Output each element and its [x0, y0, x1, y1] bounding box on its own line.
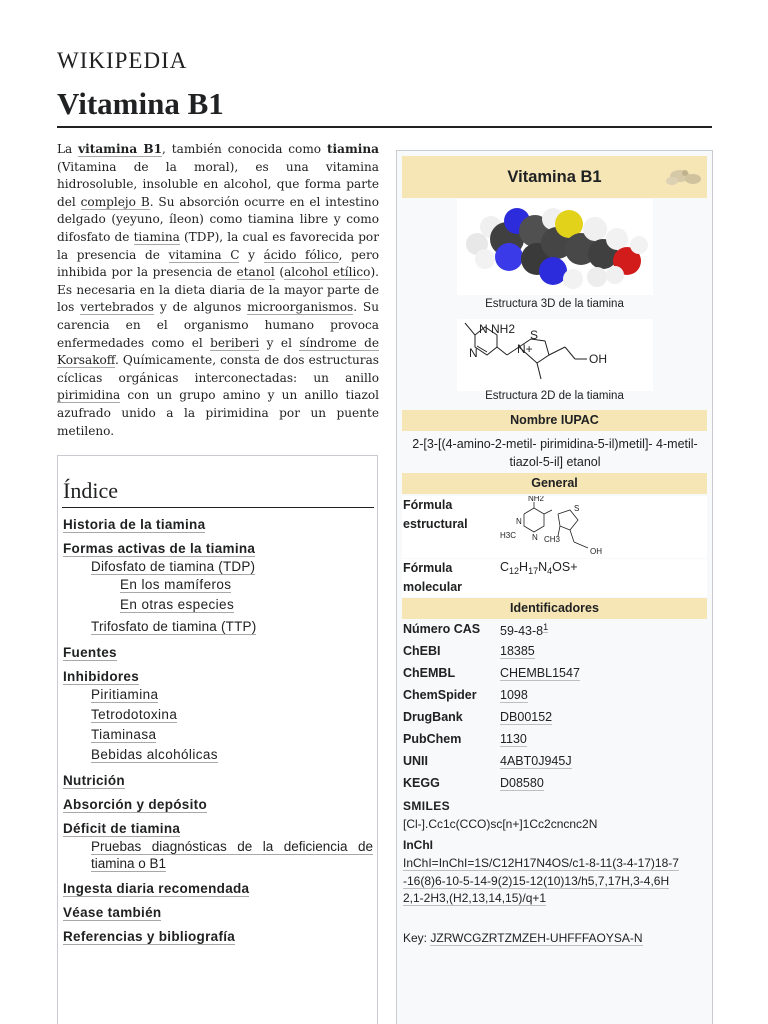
- atom-label: N: [532, 533, 538, 542]
- id-value-chembl: [500, 666, 580, 680]
- inchi-link[interactable]: InChI=InChI=1S/C12H17N4OS/c1-8-11(3-4-17)18-7-16(8)6-10-5-14-9(2)15-12(10)13/h5,7,17H,3-4,6H2,1-2H3,(H2,13,14,15)/q+1: [403, 856, 679, 905]
- structural-formula-image[interactable]: [500, 496, 618, 558]
- title-divider: [57, 126, 712, 128]
- wikipedia-logo[interactable]: WIKIPEDIA: [57, 48, 188, 73]
- general-header: General: [402, 473, 707, 494]
- toc-item-formas-activas[interactable]: [63, 541, 255, 556]
- id-value-drugbank: [500, 710, 552, 724]
- intro-text: La: [57, 142, 79, 156]
- formula-part: 17: [528, 566, 539, 576]
- toc-link[interactable]: Trifosfato de tiamina (TTP): [91, 619, 257, 634]
- intro-text: (Vitamina de la moral), es una vitamina hidrosoluble, insoluble en alcohol, que forma parte del: [57, 159, 379, 209]
- term-tiamina: tiamina: [326, 142, 379, 156]
- intro-text: con un grupo amino y un anillo tiazol azufrado unido a la pirimidina por un puente metileno.: [57, 388, 379, 438]
- id-label-chebi: ChEBI: [403, 644, 441, 658]
- toc-link[interactable]: Véase también: [63, 905, 162, 920]
- link-vertebrados[interactable]: vertebrados: [80, 300, 154, 315]
- intro-text: . Su absorción ocurre en el intestino delgado (yeyuno, íleon) como tiamina libre y como difosfato de: [57, 194, 379, 244]
- toc-link[interactable]: Pruebas diagnósticas de la deficiencia de tiamina o B1: [91, 839, 373, 871]
- toc-item-tetrodotoxina[interactable]: [91, 707, 177, 722]
- id-label-kegg: KEGG: [403, 776, 440, 790]
- formula-molecular-label: Fórmula molecular: [403, 561, 463, 594]
- id-label-drugbank: DrugBank: [403, 710, 463, 724]
- caption-2d: Estructura 2D de la tiamina: [485, 390, 624, 402]
- toc-link[interactable]: Formas activas de la tiamina: [63, 541, 256, 556]
- table-of-contents: [57, 455, 378, 1024]
- atom-label: N+: [517, 342, 533, 356]
- toc-link[interactable]: Bebidas alcohólicas: [91, 747, 218, 762]
- link-vitamina-c[interactable]: vitamina C: [168, 247, 240, 262]
- atom-label: N: [516, 517, 522, 526]
- iupac-value: 2-[3-[(4-amino-2-metil- pirimidina-5-il)metil]- 4-metil-tiazol-5-il] etanol: [412, 437, 698, 469]
- intro-text: ). Es necesaria en la dieta diaria de la mayor parte de los: [57, 265, 380, 315]
- toc-link[interactable]: Déficit de tiamina: [63, 821, 181, 836]
- toc-link[interactable]: Difosfato de tiamina (TDP): [91, 559, 256, 574]
- id-label-cas: Número CAS: [403, 622, 481, 636]
- intro-paragraph: [57, 141, 379, 440]
- atom-label: OH: [590, 547, 602, 556]
- atom-label: N: [469, 346, 478, 360]
- drugbank-link[interactable]: DB00152: [500, 710, 553, 724]
- inchi-key: [403, 930, 703, 948]
- chembl-link[interactable]: CHEMBL1547: [500, 666, 580, 680]
- toc-item-inhibidores[interactable]: [63, 669, 139, 684]
- formula-estructural-label: Fórmula estructural: [403, 498, 468, 531]
- formula-part: C: [500, 560, 510, 574]
- toc-item-vease[interactable]: [63, 905, 161, 920]
- link-pirimidina[interactable]: pirimidina: [57, 388, 121, 403]
- cas-number: 59-43-8: [500, 624, 544, 639]
- link-vitamina-b1[interactable]: vitamina B1: [78, 142, 163, 156]
- intro-text: . Químicamente, consta de dos estructuras cíclicas orgánicas interconectadas: un anillo: [57, 353, 379, 385]
- toc-link[interactable]: Ingesta diaria recomendada: [63, 881, 250, 896]
- id-label-pubchem: PubChem: [403, 732, 462, 746]
- id-label-chembl: ChEMBL: [403, 666, 456, 680]
- intro-text: (: [274, 265, 285, 280]
- iupac-header: Nombre IUPAC: [402, 410, 707, 431]
- toc-item-pruebas[interactable]: [91, 838, 373, 872]
- infobox-title-text: Vitamina B1: [507, 167, 602, 186]
- smiles-label: SMILES: [403, 799, 451, 813]
- toc-item-historia[interactable]: [63, 517, 205, 532]
- link-tiamina[interactable]: tiamina: [133, 229, 180, 244]
- toc-item-ingesta[interactable]: [63, 881, 249, 896]
- link-acido-folico[interactable]: ácido fólico: [263, 247, 339, 262]
- atom-label: N: [479, 322, 488, 336]
- inchi-key-link[interactable]: JZRWCGZRTZMZEH-UHFFFAOYSA-N: [430, 931, 643, 945]
- atom-label: OH: [589, 352, 607, 366]
- toc-item-mamiferos[interactable]: [120, 577, 231, 592]
- toc-item-nutricion[interactable]: [63, 773, 125, 788]
- toc-link[interactable]: Fuentes: [63, 645, 117, 660]
- toc-item-otras-especies[interactable]: [120, 597, 234, 612]
- toc-item-fuentes[interactable]: [63, 645, 117, 660]
- key-label: Key:: [403, 931, 431, 945]
- infobox-title: [402, 156, 707, 198]
- toc-item-bebidas[interactable]: [91, 747, 218, 762]
- formula-part: 12: [509, 566, 520, 576]
- id-value-kegg: [500, 776, 544, 790]
- link-alcohol-etilico[interactable]: alcohol etílico: [284, 265, 371, 280]
- toc-item-referencias[interactable]: [63, 929, 235, 944]
- toc-link[interactable]: Historia de la tiamina: [63, 517, 206, 532]
- toc-item-absorcion[interactable]: [63, 797, 207, 812]
- caption-3d: Estructura 3D de la tiamina: [485, 298, 624, 310]
- atom-label: CH3: [544, 535, 561, 544]
- id-label-unii: UNII: [403, 754, 428, 768]
- cas-reference-link[interactable]: 1: [543, 622, 549, 632]
- chemistry-icon: [663, 166, 705, 188]
- page-title: Vitamina B1: [57, 86, 224, 121]
- inchi-value: [403, 855, 679, 908]
- toc-link[interactable]: Absorción y depósito: [63, 797, 208, 812]
- atom-label: S: [574, 504, 580, 513]
- intro-text: y de algunos: [154, 300, 248, 315]
- toc-link[interactable]: Referencias y bibliografía: [63, 929, 236, 944]
- chemspider-link[interactable]: 1098: [500, 688, 528, 702]
- chebi-link[interactable]: 18385: [500, 644, 535, 658]
- identificadores-header: Identificadores: [402, 598, 707, 619]
- formula-part: N: [538, 560, 548, 574]
- intro-text: y: [239, 247, 264, 262]
- link-microorganismos[interactable]: microorganismos: [247, 300, 354, 315]
- intro-text: (TDP), la cual es favorecida por la presencia de: [57, 229, 379, 262]
- intro-text: , pero inhibida por la presencia de: [57, 247, 380, 280]
- intro-text: , también conocida como: [162, 142, 327, 156]
- toc-link[interactable]: Piritiamina: [91, 687, 159, 702]
- toc-link[interactable]: Inhibidores: [63, 669, 140, 684]
- toc-divider: [62, 507, 374, 508]
- kegg-link[interactable]: D08580: [500, 776, 544, 790]
- id-value-chebi: [500, 644, 535, 658]
- id-value-chemspider: [500, 688, 528, 702]
- toc-item-trifosfato[interactable]: [91, 619, 256, 634]
- atom-label: H3C: [500, 531, 517, 540]
- thiamine-2d-structure-image[interactable]: [457, 319, 653, 391]
- pubchem-link[interactable]: 1130: [500, 732, 527, 746]
- toc-link[interactable]: En los mamíferos: [120, 577, 232, 592]
- link-complejo-b[interactable]: complejo B: [80, 194, 150, 209]
- atom-label: NH2: [528, 496, 545, 503]
- toc-item-tiaminasa[interactable]: [91, 727, 156, 742]
- toc-link[interactable]: Tiaminasa: [91, 727, 157, 742]
- atom-label: S: [530, 328, 539, 342]
- intro-text: y el: [259, 335, 300, 350]
- intro-text: . Su carencia en el organismo humano provoca enfermedades como el: [57, 300, 379, 350]
- unii-link[interactable]: 4ABT0J945J: [500, 754, 572, 768]
- inchi-label: InChI: [403, 838, 433, 852]
- id-label-chemspider: ChemSpider: [403, 688, 477, 702]
- toc-item-difosfato[interactable]: [91, 559, 255, 574]
- id-value-pubchem: [500, 732, 527, 746]
- formula-molecular-value: [500, 560, 578, 576]
- toc-link[interactable]: Tetrodotoxina: [91, 707, 178, 722]
- toc-item-deficit[interactable]: [63, 821, 180, 836]
- atom-label: NH2: [491, 322, 516, 336]
- toc-item-piritiamina[interactable]: [91, 687, 158, 702]
- id-value-cas: [500, 622, 548, 638]
- thiamine-3d-model-image[interactable]: [457, 199, 653, 295]
- infobox: [396, 150, 713, 1024]
- smiles-value: [Cl-].Cc1c(CCO)sc[n+]1Cc2cncnc2N: [403, 817, 598, 831]
- link-beriberi[interactable]: beriberi: [210, 335, 260, 350]
- formula-part: 4: [547, 566, 553, 576]
- link-etanol[interactable]: etanol: [236, 265, 275, 280]
- id-value-unii: [500, 754, 572, 768]
- toc-title: Índice: [63, 478, 118, 503]
- toc-link[interactable]: Nutrición: [63, 773, 125, 788]
- formula-part: H: [519, 560, 529, 574]
- link-sindrome-korsakoff[interactable]: síndrome de Korsakoff: [57, 335, 379, 368]
- formula-part: OS+: [552, 560, 578, 574]
- toc-link[interactable]: En otras especies: [120, 597, 235, 612]
